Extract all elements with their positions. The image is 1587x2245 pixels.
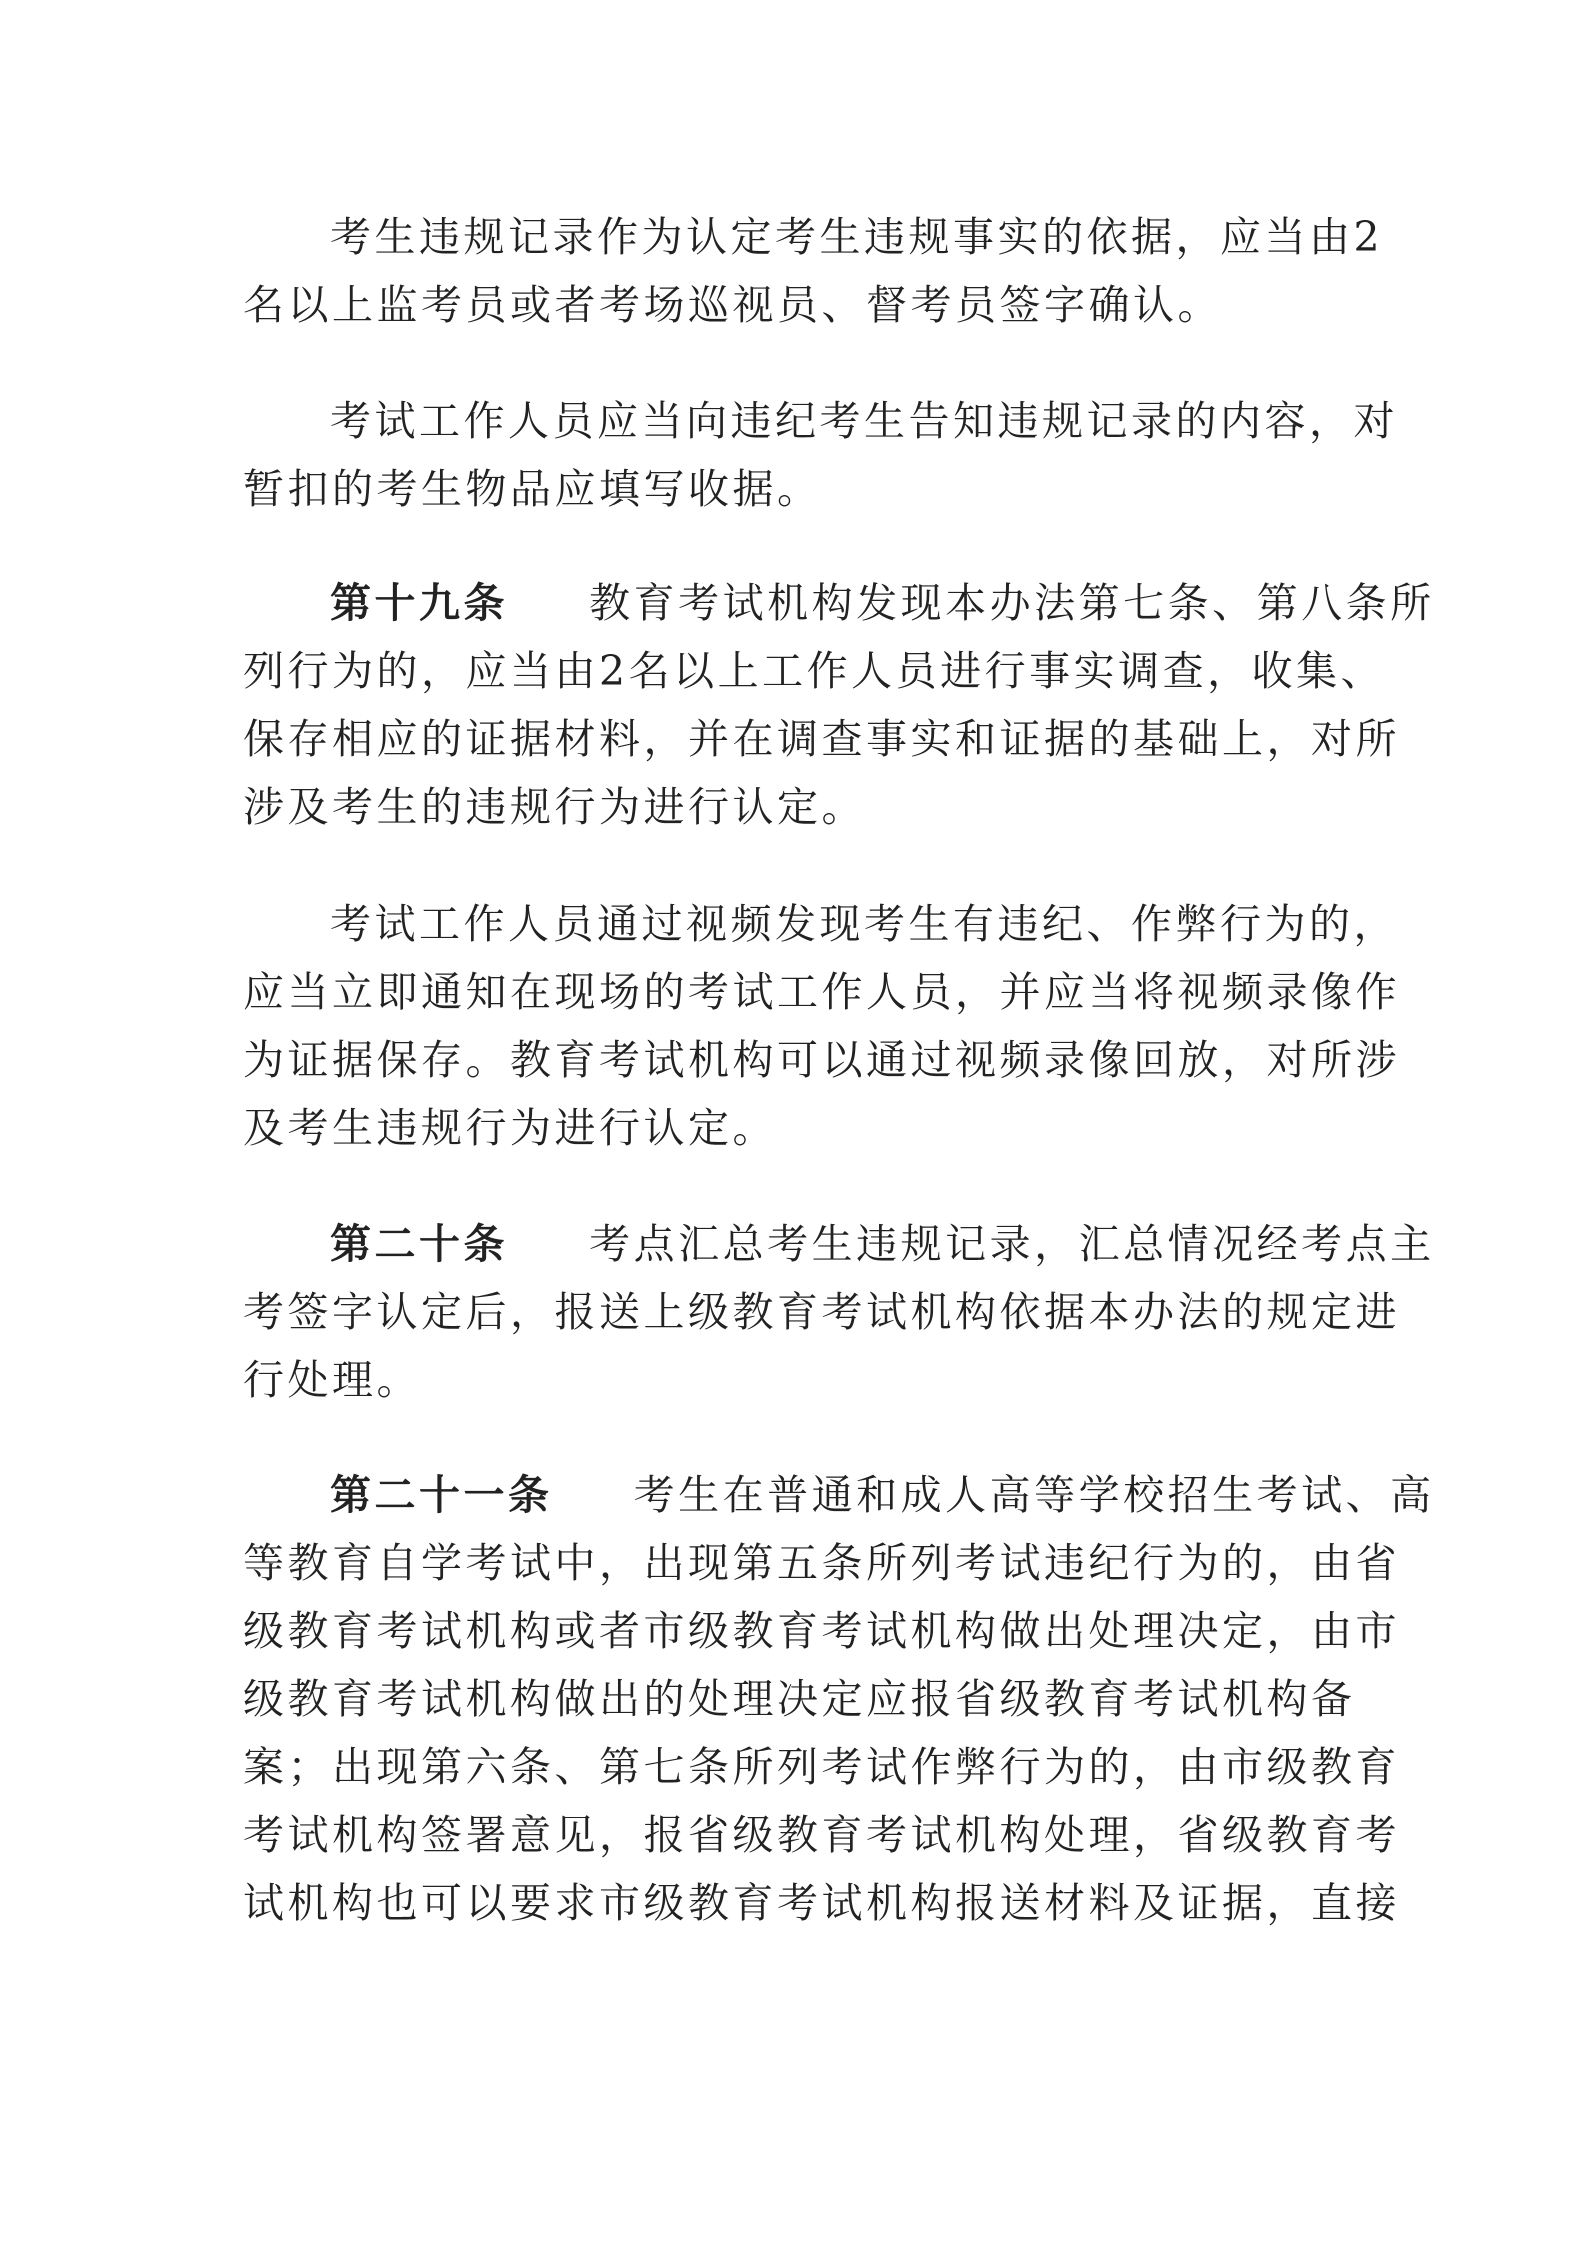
paragraph-line [243,1099,777,1157]
paragraph-text: 试机构也可以要求市级教育考试机构报送材料及证据，直接 [243,1879,1400,1927]
paragraph-line [330,895,1398,953]
paragraph-line [243,460,822,518]
paragraph-line [243,276,1222,334]
paragraph-text: 涉及考生的违规行为进行认定。 [243,783,866,831]
article-heading: 第二十条 [330,1220,508,1268]
paragraph-line [243,1031,1400,1089]
paragraph-line [330,208,1383,266]
paragraph-text: 考生在普通和成人高等学校招生考试、高 [633,1471,1435,1519]
paragraph-text: 及考生违规行为进行认定。 [243,1104,777,1152]
paragraph-text: 保存相应的证据材料，并在调查事实和证据的基础上，对所 [243,715,1400,763]
paragraph-line [243,1534,1400,1592]
paragraph-text: 教育考试机构发现本办法第七条、第八条所 [589,579,1435,627]
paragraph-line [243,1351,421,1409]
article-heading: 第二十一条 [330,1471,553,1519]
paragraph-text: 考签字认定后，报送上级教育考试机构依据本办法的规定进 [243,1288,1400,1336]
paragraph-text: 考试工作人员应当向违纪考生告知违规记录的内容，对 [330,397,1398,445]
paragraph-line [243,1283,1400,1341]
paragraph-text: 列行为的，应当由2名以上工作人员进行事实调查，收集、 [243,647,1386,695]
paragraph-text: 考生违规记录作为认定考生违规事实的依据，应当由2 [330,213,1384,261]
paragraph-text: 等教育自学考试中，出现第五条所列考试违纪行为的，由省 [243,1539,1400,1587]
paragraph-text: 案；出现第六条、第七条所列考试作弊行为的，由市级教育 [243,1743,1400,1791]
paragraph-text: 考点汇总考生违规记录，汇总情况经考点主 [589,1220,1435,1268]
paragraph-text: 应当立即通知在现场的考试工作人员，并应当将视频录像作 [243,968,1400,1016]
paragraph-line [243,1738,1400,1796]
paragraph-text: 考试机构签署意见，报省级教育考试机构处理，省级教育考 [243,1811,1400,1859]
paragraph-line [243,1670,1356,1728]
paragraph-line [330,392,1398,450]
paragraph-line [243,710,1400,768]
paragraph-line [243,1874,1400,1932]
paragraph-line [243,1806,1400,1864]
article-heading: 第十九条 [330,579,508,627]
paragraph-line [330,574,1435,632]
paragraph-line [330,1466,1435,1524]
paragraph-text: 考试工作人员通过视频发现考生有违纪、作弊行为的， [330,900,1398,948]
paragraph-line [243,963,1400,1021]
paragraph-text: 为证据保存。教育考试机构可以通过视频录像回放，对所涉 [243,1036,1400,1084]
paragraph-line [243,778,866,836]
paragraph-line [330,1215,1435,1273]
paragraph-line [243,1602,1400,1660]
paragraph-text: 级教育考试机构或者市级教育考试机构做出处理决定，由市 [243,1607,1400,1655]
paragraph-text: 名以上监考员或者考场巡视员、督考员签字确认。 [243,281,1222,329]
paragraph-line [243,642,1385,700]
paragraph-text: 行处理。 [243,1356,421,1404]
paragraph-text: 级教育考试机构做出的处理决定应报省级教育考试机构备 [243,1675,1356,1723]
paragraph-text: 暂扣的考生物品应填写收据。 [243,465,822,513]
